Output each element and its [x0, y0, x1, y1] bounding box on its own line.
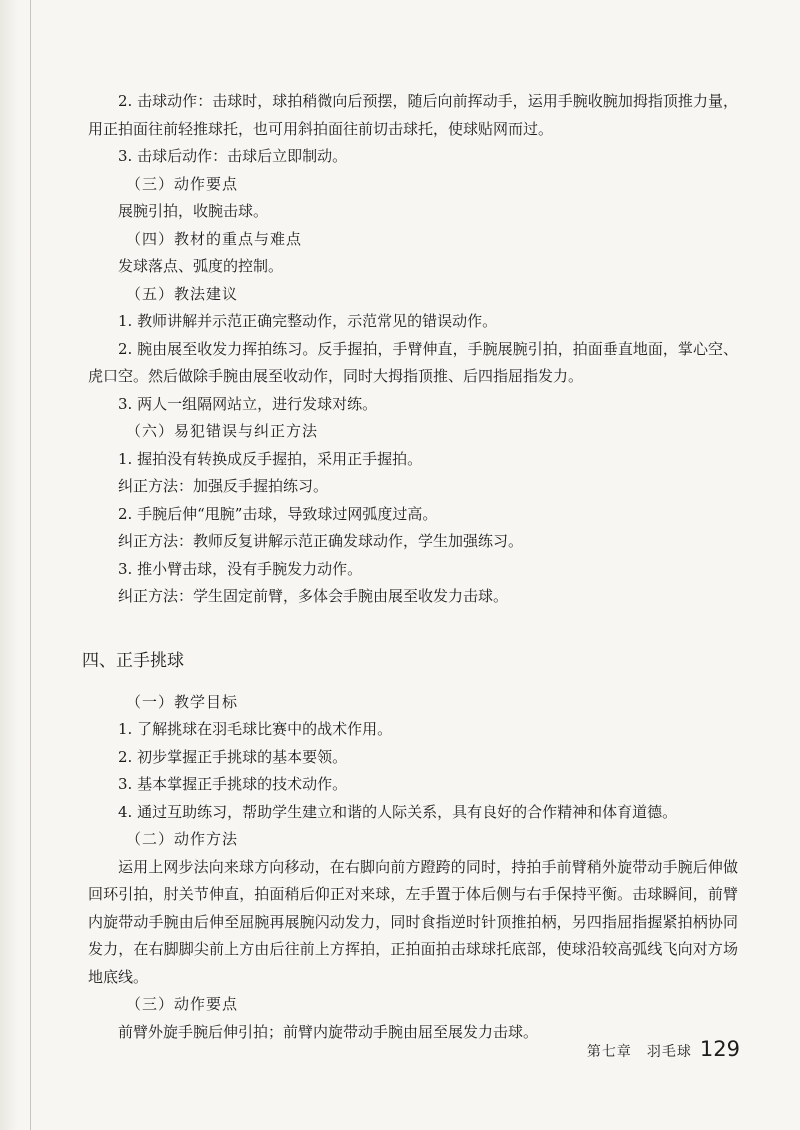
list-item: 纠正方法：加强反手握拍练习。 — [118, 477, 329, 495]
heading-key-points-2: （三）动作要点 — [126, 995, 239, 1013]
list-item: 纠正方法：教师反复讲解示范正确发球动作，学生加强练习。 — [118, 532, 524, 550]
page-binding-shadow — [0, 0, 18, 1130]
text-key-points-2: 前臂外旋手腕后伸引拍；前臂内旋带动手腕由屈至展发力击球。 — [118, 1022, 539, 1041]
paragraph-action-method: 运用上网步法向来球方向移动，在右脚向前方蹬跨的同时，持拍手前臂稍外旋带动手腕后伸做回环引拍，肘关节伸直，拍面稍后仰正对来球，左手置于体后侧与右手保持平衡。击球瞬间，前臂内旋带动手腕由后伸至屈腕再展腕闪动发力，同时食指逆时针顶推拍柄，另四指屈指握紧拍柄协同发力，在右脚脚尖前上方由后往前上方挥拍，正拍面拍击球球托底部，使球沿较高弧线飞向对方场地底线。 — [88, 857, 738, 986]
list-item: 3. 基本掌握正手挑球的技术动作。 — [118, 775, 348, 793]
heading-common-errors: （六）易犯错误与纠正方法 — [126, 422, 319, 440]
heading-key-points: （三）动作要点 — [126, 174, 239, 193]
text-key-points: 展腕引拍，收腕击球。 — [118, 202, 269, 220]
list-item: 4. 通过互助练习，帮助学生建立和谐的人际关系，具有良好的合作精神和体育道德。 — [118, 802, 678, 821]
section-title-forehand-lift: 四、正手挑球 — [82, 650, 184, 671]
paragraph-strike-action: 2. 击球动作：击球时，球拍稍微向后预摆，随后向前挥动手，运用手腕收腕加拇指顶推力量，用正拍面往前轻推球托，也可用斜拍面往前切击球托，使球贴网而过。 — [88, 92, 738, 138]
list-item: 3. 推小臂击球，没有手腕发力动作。 — [118, 559, 363, 578]
list-item: 2. 手腕后伸“甩腕”击球，导致球过网弧度过高。 — [118, 504, 438, 523]
heading-focus-difficulty: （四）教材的重点与难点 — [126, 229, 303, 248]
binding-edge-line — [30, 0, 31, 1130]
heading-teaching-goals: （一）教学目标 — [126, 692, 239, 711]
text-focus-difficulty: 发球落点、弧度的控制。 — [118, 257, 284, 275]
list-item: 1. 了解挑球在羽毛球比赛中的战术作用。 — [118, 720, 393, 738]
heading-teaching-suggestions: （五）教法建议 — [126, 284, 239, 303]
list-item: 3. 两人一组隔网站立，进行发球对练。 — [118, 394, 378, 413]
paragraph-follow-through: 3. 击球后动作：击球后立即制动。 — [118, 147, 348, 165]
list-item: 1. 握拍没有转换成反手握拍，采用正手握拍。 — [118, 449, 423, 468]
page-number: 129 — [699, 1037, 740, 1061]
chapter-label: 第七章 羽毛球 — [586, 1044, 692, 1060]
list-item: 2. 初步掌握正手挑球的基本要领。 — [118, 747, 348, 766]
page-content — [82, 88, 738, 1046]
heading-action-method: （二）动作方法 — [126, 830, 239, 848]
page-footer — [587, 1037, 740, 1061]
list-item: 1. 教师讲解并示范正确完整动作，示范常见的错误动作。 — [118, 312, 498, 330]
list-item: 2. 腕由展至收发力挥拍练习。反手握拍，手臂伸直，手腕展腕引拍，拍面垂直地面，掌心空、虎口空。然后做除手腕由展至收动作，同时大拇指顶推、后四指屈指发力。 — [88, 339, 738, 385]
list-item: 纠正方法：学生固定前臂，多体会手腕由展至收发力击球。 — [118, 587, 509, 605]
